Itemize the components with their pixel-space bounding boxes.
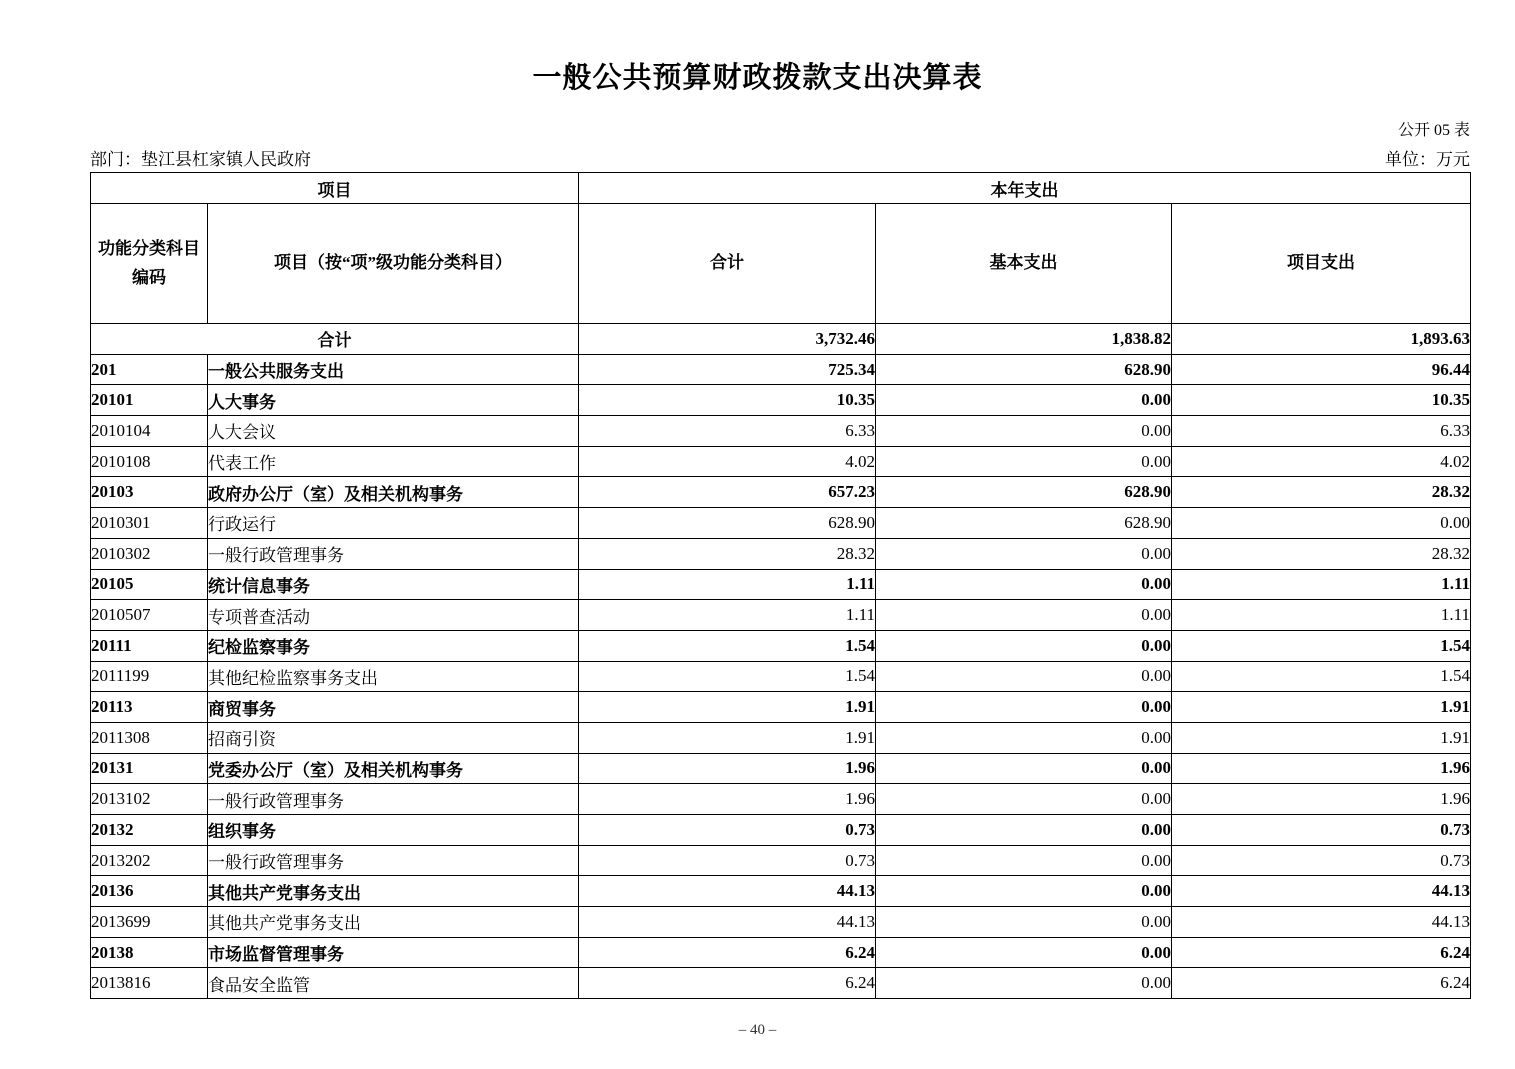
row-total-value: 4.02 bbox=[579, 446, 876, 477]
row-name: 一般行政管理事务 bbox=[208, 784, 579, 815]
row-code: 2011199 bbox=[91, 661, 208, 692]
row-name: 统计信息事务 bbox=[208, 569, 579, 600]
row-project-value: 44.13 bbox=[1172, 907, 1471, 938]
row-code: 20138 bbox=[91, 937, 208, 968]
header-total: 合计 bbox=[579, 204, 876, 324]
row-project-value: 1.54 bbox=[1172, 661, 1471, 692]
row-total-value: 6.24 bbox=[579, 937, 876, 968]
row-project-value: 28.32 bbox=[1172, 477, 1471, 508]
row-basic-value: 0.00 bbox=[876, 907, 1172, 938]
row-code: 2011308 bbox=[91, 722, 208, 753]
row-total-value: 1.91 bbox=[579, 692, 876, 723]
table-row bbox=[91, 630, 1471, 661]
row-total-label: 合计 bbox=[91, 324, 579, 355]
table-body bbox=[91, 324, 1471, 999]
row-basic-value: 0.00 bbox=[876, 815, 1172, 846]
table-row bbox=[91, 416, 1471, 447]
row-total-value: 628.90 bbox=[579, 508, 876, 539]
row-basic-value: 0.00 bbox=[876, 446, 1172, 477]
row-code: 2010302 bbox=[91, 538, 208, 569]
row-basic-value: 0.00 bbox=[876, 692, 1172, 723]
row-total-value: 657.23 bbox=[579, 477, 876, 508]
table-row bbox=[91, 569, 1471, 600]
row-basic-value: 0.00 bbox=[876, 784, 1172, 815]
row-project-value: 0.73 bbox=[1172, 815, 1471, 846]
row-name: 纪检监察事务 bbox=[208, 630, 579, 661]
row-code: 2010108 bbox=[91, 446, 208, 477]
row-project-value: 28.32 bbox=[1172, 538, 1471, 569]
row-total-value: 3,732.46 bbox=[579, 324, 876, 355]
row-code: 20101 bbox=[91, 385, 208, 416]
table-row bbox=[91, 815, 1471, 846]
table-row bbox=[91, 477, 1471, 508]
row-name: 党委办公厅（室）及相关机构事务 bbox=[208, 753, 579, 784]
table-row bbox=[91, 937, 1471, 968]
row-total-value: 6.24 bbox=[579, 968, 876, 999]
row-basic-value: 0.00 bbox=[876, 968, 1172, 999]
department-label: 部门：垫江县杠家镇人民政府 bbox=[90, 150, 311, 169]
row-total-value: 10.35 bbox=[579, 385, 876, 416]
table-code-label: 公开 05 表 bbox=[1397, 122, 1470, 139]
row-basic-value: 0.00 bbox=[876, 600, 1172, 631]
table-row bbox=[91, 354, 1471, 385]
table-row bbox=[91, 845, 1471, 876]
table-row bbox=[91, 538, 1471, 569]
row-name: 其他共产党事务支出 bbox=[208, 907, 579, 938]
row-name: 一般行政管理事务 bbox=[208, 845, 579, 876]
row-basic-value: 1,838.82 bbox=[876, 324, 1172, 355]
row-project-value: 10.35 bbox=[1172, 385, 1471, 416]
row-basic-value: 628.90 bbox=[876, 354, 1172, 385]
row-code: 2010507 bbox=[91, 600, 208, 631]
row-name: 政府办公厅（室）及相关机构事务 bbox=[208, 477, 579, 508]
row-project-value: 1.96 bbox=[1172, 753, 1471, 784]
unit-label: 单位：万元 bbox=[1385, 150, 1470, 169]
header-item-name: 项目（按“项”级功能分类科目） bbox=[208, 204, 579, 324]
row-name: 食品安全监管 bbox=[208, 968, 579, 999]
row-project-value: 1.54 bbox=[1172, 630, 1471, 661]
row-name: 人大会议 bbox=[208, 416, 579, 447]
row-basic-value: 0.00 bbox=[876, 630, 1172, 661]
page-number: – 40 – bbox=[738, 1022, 777, 1038]
budget-table bbox=[90, 172, 1471, 999]
table-row bbox=[91, 968, 1471, 999]
table-row bbox=[91, 600, 1471, 631]
row-project-value: 6.24 bbox=[1172, 937, 1471, 968]
row-project-value: 1.96 bbox=[1172, 784, 1471, 815]
row-project-value: 0.73 bbox=[1172, 845, 1471, 876]
meta-row bbox=[90, 145, 1470, 170]
table-row bbox=[91, 692, 1471, 723]
row-project-value: 6.33 bbox=[1172, 416, 1471, 447]
row-code: 20111 bbox=[91, 630, 208, 661]
row-name: 市场监督管理事务 bbox=[208, 937, 579, 968]
row-basic-value: 0.00 bbox=[876, 876, 1172, 907]
table-row bbox=[91, 907, 1471, 938]
row-project-value: 0.00 bbox=[1172, 508, 1471, 539]
row-total-value: 28.32 bbox=[579, 538, 876, 569]
row-basic-value: 0.00 bbox=[876, 569, 1172, 600]
row-code: 2013202 bbox=[91, 845, 208, 876]
row-name: 一般行政管理事务 bbox=[208, 538, 579, 569]
table-row bbox=[91, 753, 1471, 784]
row-basic-value: 0.00 bbox=[876, 385, 1172, 416]
row-name: 人大事务 bbox=[208, 385, 579, 416]
row-project-value: 1.11 bbox=[1172, 569, 1471, 600]
row-basic-value: 628.90 bbox=[876, 477, 1172, 508]
table-row bbox=[91, 324, 1471, 355]
row-project-value: 96.44 bbox=[1172, 354, 1471, 385]
row-total-value: 1.91 bbox=[579, 722, 876, 753]
row-name: 代表工作 bbox=[208, 446, 579, 477]
row-code: 2013102 bbox=[91, 784, 208, 815]
row-code: 2010301 bbox=[91, 508, 208, 539]
row-code: 2010104 bbox=[91, 416, 208, 447]
row-code: 20131 bbox=[91, 753, 208, 784]
row-basic-value: 0.00 bbox=[876, 661, 1172, 692]
row-name: 行政运行 bbox=[208, 508, 579, 539]
header-project-expenditure: 项目支出 bbox=[1172, 204, 1471, 324]
row-total-value: 6.33 bbox=[579, 416, 876, 447]
row-project-value: 6.24 bbox=[1172, 968, 1471, 999]
row-code: 20113 bbox=[91, 692, 208, 723]
row-project-value: 44.13 bbox=[1172, 876, 1471, 907]
row-basic-value: 0.00 bbox=[876, 538, 1172, 569]
row-basic-value: 0.00 bbox=[876, 937, 1172, 968]
row-total-value: 1.11 bbox=[579, 569, 876, 600]
table-row bbox=[91, 446, 1471, 477]
row-total-value: 1.54 bbox=[579, 661, 876, 692]
header-item-group: 项目 bbox=[91, 173, 579, 204]
table-row bbox=[91, 876, 1471, 907]
row-total-value: 1.96 bbox=[579, 784, 876, 815]
row-basic-value: 0.00 bbox=[876, 416, 1172, 447]
row-total-value: 1.54 bbox=[579, 630, 876, 661]
row-name: 专项普查活动 bbox=[208, 600, 579, 631]
row-code: 201 bbox=[91, 354, 208, 385]
header-columns-row bbox=[91, 204, 1471, 324]
row-project-value: 1.91 bbox=[1172, 722, 1471, 753]
header-current-year-group: 本年支出 bbox=[579, 173, 1471, 204]
header-function-code: 功能分类科目编码 bbox=[91, 204, 208, 324]
row-project-value: 1.91 bbox=[1172, 692, 1471, 723]
row-name: 一般公共服务支出 bbox=[208, 354, 579, 385]
row-total-value: 44.13 bbox=[579, 907, 876, 938]
header-basic-expenditure: 基本支出 bbox=[876, 204, 1172, 324]
row-name: 商贸事务 bbox=[208, 692, 579, 723]
row-code: 20105 bbox=[91, 569, 208, 600]
row-code: 2013699 bbox=[91, 907, 208, 938]
row-name: 其他共产党事务支出 bbox=[208, 876, 579, 907]
header-group-row bbox=[91, 173, 1471, 204]
row-total-value: 725.34 bbox=[579, 354, 876, 385]
table-row bbox=[91, 784, 1471, 815]
row-name: 招商引资 bbox=[208, 722, 579, 753]
table-row bbox=[91, 661, 1471, 692]
row-basic-value: 0.00 bbox=[876, 722, 1172, 753]
row-code: 2013816 bbox=[91, 968, 208, 999]
row-basic-value: 0.00 bbox=[876, 753, 1172, 784]
table-row bbox=[91, 385, 1471, 416]
page-title: 一般公共预算财政拨款支出决算表 bbox=[532, 62, 983, 94]
row-project-value: 1,893.63 bbox=[1172, 324, 1471, 355]
row-project-value: 4.02 bbox=[1172, 446, 1471, 477]
row-project-value: 1.11 bbox=[1172, 600, 1471, 631]
row-total-value: 1.11 bbox=[579, 600, 876, 631]
row-code: 20132 bbox=[91, 815, 208, 846]
table-row bbox=[91, 508, 1471, 539]
table-row bbox=[91, 722, 1471, 753]
row-code: 20103 bbox=[91, 477, 208, 508]
row-total-value: 1.96 bbox=[579, 753, 876, 784]
row-code: 20136 bbox=[91, 876, 208, 907]
row-total-value: 0.73 bbox=[579, 815, 876, 846]
row-total-value: 44.13 bbox=[579, 876, 876, 907]
row-basic-value: 0.00 bbox=[876, 845, 1172, 876]
row-name: 组织事务 bbox=[208, 815, 579, 846]
row-basic-value: 628.90 bbox=[876, 508, 1172, 539]
row-total-value: 0.73 bbox=[579, 845, 876, 876]
row-name: 其他纪检监察事务支出 bbox=[208, 661, 579, 692]
